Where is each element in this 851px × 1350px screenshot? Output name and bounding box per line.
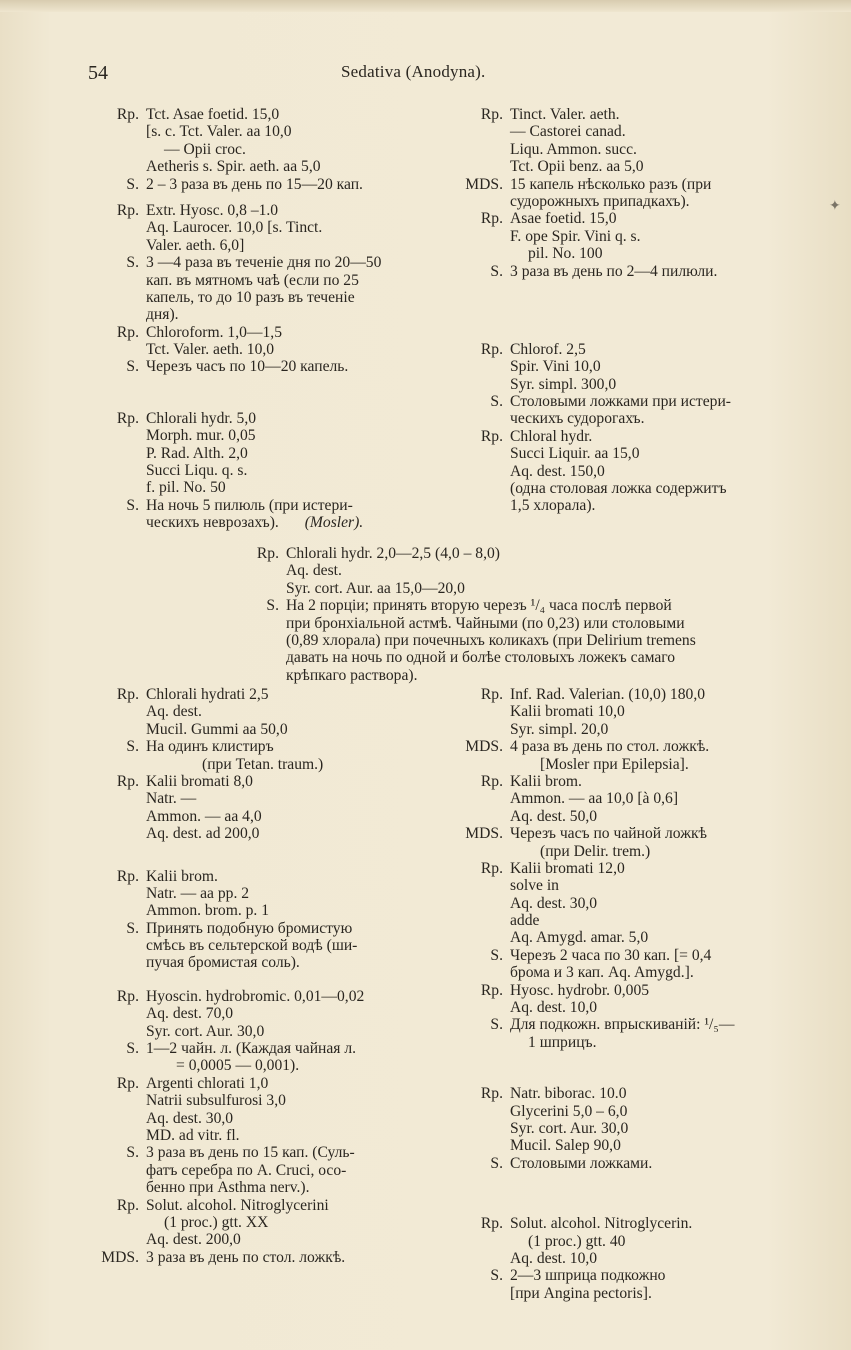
recipe-line <box>146 1005 476 1022</box>
recipe-line <box>510 912 810 929</box>
line-text: Kalii bromati 12,0 <box>510 859 625 877</box>
recipe-line <box>286 649 796 666</box>
recipe-line <box>480 106 810 123</box>
line-text: кап. въ мятномъ чаѣ (если по 25 <box>146 271 359 289</box>
line-text: Aq. dest. 70,0 <box>146 1005 234 1023</box>
recipe-line <box>510 1120 810 1137</box>
line-prefix: S. <box>126 919 139 937</box>
line-text: 1—2 чайн. л. (Каждая чайная л. <box>146 1040 357 1058</box>
line-prefix: Rp. <box>116 323 139 341</box>
line-text: Natr. biborac. 10.0 <box>510 1085 627 1103</box>
recipe-line <box>510 497 810 514</box>
line-text: MD. ad vitr. fl. <box>146 1126 240 1144</box>
recipe-line <box>126 496 476 514</box>
line-text: брома и 3 кап. Aq. Amygd.]. <box>510 964 694 982</box>
line-text: f. pil. No. 50 <box>146 479 226 497</box>
recipe-line <box>146 341 476 358</box>
line-prefix: Rp. <box>480 981 503 999</box>
recipe-line <box>510 790 810 807</box>
line-text: (0,89 хлорала) при почечныхъ коликахъ (при Delirium tremens <box>286 631 696 649</box>
recipe-line <box>146 1179 476 1196</box>
line-prefix: Rp. <box>480 1215 503 1233</box>
recipe-line <box>490 1154 810 1172</box>
line-text: Chlorof. 2,5 <box>510 340 586 358</box>
recipe-line <box>146 1127 476 1144</box>
line-text: Natrii subsulfurosi 3,0 <box>146 1092 286 1110</box>
recipe-line <box>510 1250 810 1267</box>
line-text: дня). <box>146 306 179 324</box>
line-prefix: S. <box>490 1154 503 1172</box>
recipe-line <box>510 703 810 720</box>
recipe-line <box>126 1040 476 1058</box>
recipe-line <box>490 946 810 964</box>
recipe-line <box>146 1162 476 1179</box>
recipe-line <box>510 158 810 175</box>
recipe-line <box>510 358 810 375</box>
line-text: Morph. mur. 0,05 <box>146 427 256 445</box>
line-prefix: Rp. <box>256 545 279 562</box>
recipe-line <box>465 175 810 193</box>
recipe-line <box>126 358 476 376</box>
recipe-line <box>146 427 476 444</box>
recipe-line <box>146 445 476 462</box>
recipe-line <box>116 772 476 790</box>
line-text: Aq. dest. ad 200,0 <box>146 825 260 843</box>
line-text: Chlorali hydrati 2,5 <box>146 686 269 703</box>
recipe-line <box>510 1137 810 1154</box>
line-text: Aq. dest. 150,0 <box>510 462 605 480</box>
line-prefix: Rp. <box>116 1074 139 1092</box>
line-prefix: S. <box>490 1267 503 1285</box>
line-prefix: S. <box>126 358 139 376</box>
recipe-line <box>116 106 476 123</box>
recipe-line <box>480 1215 810 1233</box>
line-text: Принять подобную бромистую <box>146 919 353 937</box>
center-recipe <box>256 545 796 684</box>
recipe-line <box>510 964 810 981</box>
line-prefix: Rp. <box>480 859 503 877</box>
line-text: F. ope Spir. Vini q. s. <box>510 227 641 245</box>
recipe-line <box>490 262 810 280</box>
line-text: P. Rad. Alth. 2,0 <box>146 444 248 462</box>
line-text: Ammon. — aa 10,0 [à 0,6] <box>510 790 679 808</box>
line-prefix: MDS. <box>465 825 503 843</box>
line-text: Chlorali hydr. 2,0—2,5 (4,0 – 8,0) <box>286 545 500 562</box>
line-text: смѣсь въ сельтерской водѣ (ши- <box>146 937 358 955</box>
line-text: Tct. Valer. aeth. 10,0 <box>146 341 275 359</box>
recipe-line <box>116 686 476 703</box>
line-text: Tct. Asae foetid. 15,0 <box>146 106 280 123</box>
line-text: Chlorali hydr. 5,0 <box>146 409 257 427</box>
recipe-line <box>286 562 796 579</box>
line-prefix: S. <box>490 393 503 411</box>
recipe-line <box>146 703 476 720</box>
citation-note: (Mosler). <box>304 514 364 532</box>
running-title: Sedativa (Anodyna). <box>341 62 486 81</box>
line-text: Черезъ часъ по чайной ложкѣ <box>510 825 708 843</box>
recipe-line <box>480 340 810 358</box>
line-text: Черезъ часъ по 10—20 капель. <box>146 358 349 376</box>
line-text: Aq. dest. <box>146 703 202 721</box>
recipe-line <box>510 463 810 480</box>
line-prefix: Rp. <box>480 210 503 228</box>
recipe-line <box>116 987 476 1005</box>
recipe-line <box>146 1057 476 1074</box>
recipe-line <box>510 445 810 462</box>
recipe-line <box>510 1285 810 1302</box>
line-text: 3 —4 раза въ теченіе дня по 20—50 <box>146 254 382 272</box>
recipe-line <box>146 1092 476 1109</box>
line-prefix: Rp. <box>116 201 139 219</box>
line-text: Черезъ 2 часа по 30 кап. [= 0,4 <box>510 946 712 964</box>
line-prefix: S. <box>126 496 139 514</box>
line-text: Syr. simpl. 20,0 <box>510 720 609 738</box>
line-text: Ammon. — aa 4,0 <box>146 807 262 825</box>
line-text: [Mosler при Epilepsia]. <box>540 755 689 773</box>
recipe-line <box>126 254 476 272</box>
line-prefix: Rp. <box>480 772 503 790</box>
left-column-bottom <box>101 686 476 1266</box>
line-prefix: S. <box>126 175 139 193</box>
line-text: — Opii croc. <box>164 140 246 158</box>
line-text: Succi Liquir. aa 15,0 <box>510 445 640 463</box>
recipe-line <box>146 1023 476 1040</box>
recipe-line <box>465 738 810 756</box>
line-text: 15 капель нѣсколько разъ (при <box>510 175 712 193</box>
line-text: (1 proc.) gtt. XX <box>164 1213 269 1231</box>
line-prefix: Rp. <box>480 106 503 123</box>
line-text: Natr. — aa pp. 2 <box>146 884 250 902</box>
recipe-line <box>126 175 476 193</box>
page-number: 54 <box>88 62 108 84</box>
line-text: На 2 порціи; принять вторую черезъ ¹/₄ часа послѣ первой <box>286 597 672 615</box>
line-text: Aq. dest. 30,0 <box>510 894 598 912</box>
recipe-line <box>126 919 476 937</box>
line-text: Aq. dest. 50,0 <box>510 807 598 825</box>
recipe-line <box>510 376 810 393</box>
recipe-line <box>256 545 796 562</box>
recipe-line <box>116 1074 476 1092</box>
line-text: (1 proc.) gtt. 40 <box>528 1232 626 1250</box>
recipe-line <box>116 323 476 341</box>
line-text: Tct. Opii benz. aa 5,0 <box>510 158 644 176</box>
line-text: давать на ночь по одной и болѣе столовыхъ ложекъ самаго <box>286 649 676 667</box>
recipe-line <box>146 1110 476 1127</box>
line-text: Glycerini 5,0 – 6,0 <box>510 1102 628 1120</box>
recipe-line <box>126 738 476 756</box>
recipe-line <box>146 237 476 254</box>
line-text: 4 раза въ день по стол. ложкѣ. <box>510 738 710 756</box>
recipe-line <box>510 245 810 262</box>
line-text: Aetheris s. Spir. aeth. aa 5,0 <box>146 158 321 176</box>
line-text: Aq. dest. 30,0 <box>146 1109 234 1127</box>
recipe-line <box>480 859 810 877</box>
recipe-line <box>146 272 476 289</box>
recipe-line <box>480 1085 810 1103</box>
line-text: ческихъ судорогахъ. <box>510 410 645 428</box>
recipe-line <box>101 1248 476 1266</box>
recipe-line <box>146 219 476 236</box>
line-text: Hyoscin. hydrobromic. 0,01—0,02 <box>146 987 365 1005</box>
margin-mark: ✦ <box>829 199 841 214</box>
line-prefix: MDS. <box>465 738 503 756</box>
line-text: [s. c. Tct. Valer. aa 10,0 <box>146 123 292 141</box>
line-text: судорожныхъ припадкахъ). <box>510 192 690 210</box>
recipe-line <box>146 514 476 531</box>
recipe-line <box>116 867 476 885</box>
line-text: Syr. cort. Aur. 30,0 <box>146 1022 265 1040</box>
recipe-line <box>146 141 476 158</box>
recipe-line <box>510 228 810 245</box>
line-text: Для подкожн. впрыскиваній: ¹/₅— <box>510 1016 735 1034</box>
line-text: (при Delir. trem.) <box>540 842 651 860</box>
recipe-line <box>480 427 810 445</box>
line-text: На одинъ клистиръ <box>146 738 274 756</box>
line-text: adde <box>510 912 540 930</box>
recipe-line <box>146 954 476 971</box>
line-text: Extr. Hyosc. 0,8 –1.0 <box>146 201 279 219</box>
recipe-line <box>480 772 810 790</box>
recipe-line <box>146 479 476 496</box>
recipe-line <box>286 632 796 649</box>
line-prefix: Rp. <box>116 686 139 703</box>
recipe-line <box>116 1196 476 1214</box>
recipe-line <box>146 937 476 954</box>
line-text: Syr. cort. Aur. 30,0 <box>510 1119 629 1137</box>
line-prefix: Rp. <box>480 340 503 358</box>
line-text: Chloral hydr. <box>510 427 593 445</box>
line-text: Syr. simpl. 300,0 <box>510 375 617 393</box>
recipe-line <box>510 721 810 738</box>
recipe-line <box>510 877 810 894</box>
line-text: = 0,0005 — 0,001). <box>176 1057 300 1075</box>
line-text: Spir. Vini 10,0 <box>510 358 601 376</box>
recipe-line <box>146 158 476 175</box>
line-text: Kalii bromati 10,0 <box>510 703 625 721</box>
recipe-line <box>510 808 810 825</box>
line-text: пучая бромистая соль). <box>146 954 300 972</box>
recipe-line <box>510 756 810 773</box>
recipe-line <box>510 141 810 158</box>
line-prefix: MDS. <box>101 1248 139 1266</box>
line-text: капель, то до 10 разъ въ теченіе <box>146 288 355 306</box>
line-prefix: S. <box>126 1144 139 1162</box>
line-text: Aq. Amygd. amar. 5,0 <box>510 929 649 947</box>
line-text: solve in <box>510 877 559 895</box>
recipe-line <box>146 808 476 825</box>
recipe-line <box>510 929 810 946</box>
line-prefix: Rp. <box>116 772 139 790</box>
line-text: Argenti chlorati 1,0 <box>146 1074 269 1092</box>
recipe-line <box>510 1233 810 1250</box>
right-column-bottom <box>465 686 810 1302</box>
line-text: Kalii brom. <box>146 867 218 885</box>
recipe-line <box>490 1016 810 1034</box>
line-text: (при Tetan. traum.) <box>202 755 324 773</box>
line-text: (одна столовая ложка содержитъ <box>510 480 727 498</box>
recipe-line <box>490 393 810 411</box>
recipe-line <box>490 1267 810 1285</box>
line-text: Succi Liqu. q. s. <box>146 462 248 480</box>
line-prefix: S. <box>490 262 503 280</box>
line-text: Mucil. Gummi aa 50,0 <box>146 720 288 738</box>
line-text: фатъ серебра по A. Cruci, осо- <box>146 1161 347 1179</box>
line-text: Liqu. Ammon. succ. <box>510 140 637 158</box>
recipe-line <box>510 1034 810 1051</box>
line-text: Kalii brom. <box>510 772 582 790</box>
recipe-line <box>116 201 476 219</box>
line-text: Столовыми ложками при истери- <box>510 393 731 411</box>
recipe-line <box>146 790 476 807</box>
line-text: Aq. Laurocer. 10,0 [s. Tinct. <box>146 219 323 237</box>
line-text: при бронхіальной астмѣ. Чайными (по 0,23) или столовыми <box>286 614 685 632</box>
recipe-line <box>510 123 810 140</box>
line-text: Solut. alcohol. Nitroglycerini <box>146 1196 329 1214</box>
recipe-line <box>146 289 476 306</box>
recipe-line <box>510 193 810 210</box>
line-prefix: Rp. <box>116 409 139 427</box>
line-prefix: Rp. <box>116 1196 139 1214</box>
line-text: 1 шприцъ. <box>528 1033 597 1051</box>
recipe-line <box>266 597 796 615</box>
line-text: Mucil. Salep 90,0 <box>510 1137 621 1155</box>
line-text: Aq. dest. 200,0 <box>146 1231 241 1249</box>
line-text: 2 – 3 раза въ день по 15—20 кап. <box>146 175 363 193</box>
recipe-line <box>146 756 476 773</box>
recipe-line <box>286 615 796 632</box>
line-text: Inf. Rad. Valerian. (10,0) 180,0 <box>510 686 706 703</box>
recipe-line <box>146 1214 476 1231</box>
line-text: Chloroform. 1,0—1,5 <box>146 323 283 341</box>
line-text: бенно при Asthma nerv.). <box>146 1179 310 1197</box>
line-text: Столовыми ложками. <box>510 1154 653 1172</box>
line-text: Aq. dest. <box>286 562 342 580</box>
line-prefix: S. <box>490 946 503 964</box>
line-text: 3 раза въ день по 2—4 пилюли. <box>510 262 718 280</box>
line-prefix: S. <box>266 597 279 615</box>
recipe-line <box>146 462 476 479</box>
line-text: Valer. aeth. 6,0] <box>146 236 245 254</box>
line-text: На ночь 5 пилюль (при истери- <box>146 496 353 514</box>
line-text: Aq. dest. 10,0 <box>510 1249 598 1267</box>
recipe-line <box>480 686 810 703</box>
recipe-line <box>126 1144 476 1162</box>
line-text: 3 раза въ день по стол. ложкѣ. <box>146 1248 346 1266</box>
line-text: Ammon. brom. p. 1 <box>146 902 270 920</box>
line-prefix: S. <box>126 1040 139 1058</box>
recipe-line <box>286 580 796 597</box>
line-prefix: S. <box>126 738 139 756</box>
recipe-line <box>465 825 810 843</box>
recipe-line <box>146 885 476 902</box>
line-text: Kalii bromati 8,0 <box>146 772 253 790</box>
recipe-line <box>146 902 476 919</box>
left-column-top <box>116 106 476 532</box>
line-text: Natr. — <box>146 790 197 808</box>
recipe-line <box>510 480 810 497</box>
line-prefix: Rp. <box>116 987 139 1005</box>
line-prefix: Rp. <box>480 686 503 703</box>
line-text: Asae foetid. 15,0 <box>510 210 617 228</box>
recipe-line <box>146 721 476 738</box>
recipe-line <box>510 843 810 860</box>
line-text: ческихъ неврозахъ). <box>146 514 279 532</box>
line-prefix: Rp. <box>480 1085 503 1103</box>
recipe-line <box>146 825 476 842</box>
line-text: — Castorei canad. <box>510 123 626 141</box>
line-prefix: Rp. <box>480 427 503 445</box>
right-column-top <box>465 106 810 515</box>
recipe-line <box>510 410 810 427</box>
line-text: Aq. dest. 10,0 <box>510 999 598 1017</box>
recipe-line <box>510 895 810 912</box>
recipe-line <box>286 667 796 684</box>
recipe-line <box>146 306 476 323</box>
line-text: Syr. cort. Aur. aa 15,0—20,0 <box>286 579 465 597</box>
line-prefix: Rp. <box>116 106 139 123</box>
line-prefix: Rp. <box>116 867 139 885</box>
line-text: [при Angina pectoris]. <box>510 1284 652 1302</box>
line-text: 3 раза въ день по 15 кап. (Суль- <box>146 1144 355 1162</box>
line-text: Hyosc. hydrobr. 0,005 <box>510 981 650 999</box>
page-top-edge <box>0 0 851 12</box>
recipe-line <box>480 981 810 999</box>
line-text: Tinct. Valer. aeth. <box>510 106 620 123</box>
line-prefix: S. <box>126 254 139 272</box>
recipe-line <box>480 210 810 228</box>
line-text: 1,5 хлорала). <box>510 497 596 515</box>
line-prefix: S. <box>490 1016 503 1034</box>
line-text: pil. No. 100 <box>528 245 603 263</box>
line-text: 2—3 шприца подкожно <box>510 1267 666 1285</box>
line-text: крѣпкаго раствора). <box>286 666 418 684</box>
recipe-line <box>146 1231 476 1248</box>
line-text: Solut. alcohol. Nitroglycerin. <box>510 1215 693 1233</box>
recipe-line <box>146 123 476 140</box>
line-prefix: MDS. <box>465 175 503 193</box>
recipe-line <box>510 1103 810 1120</box>
recipe-line <box>116 409 476 427</box>
recipe-line <box>510 999 810 1016</box>
